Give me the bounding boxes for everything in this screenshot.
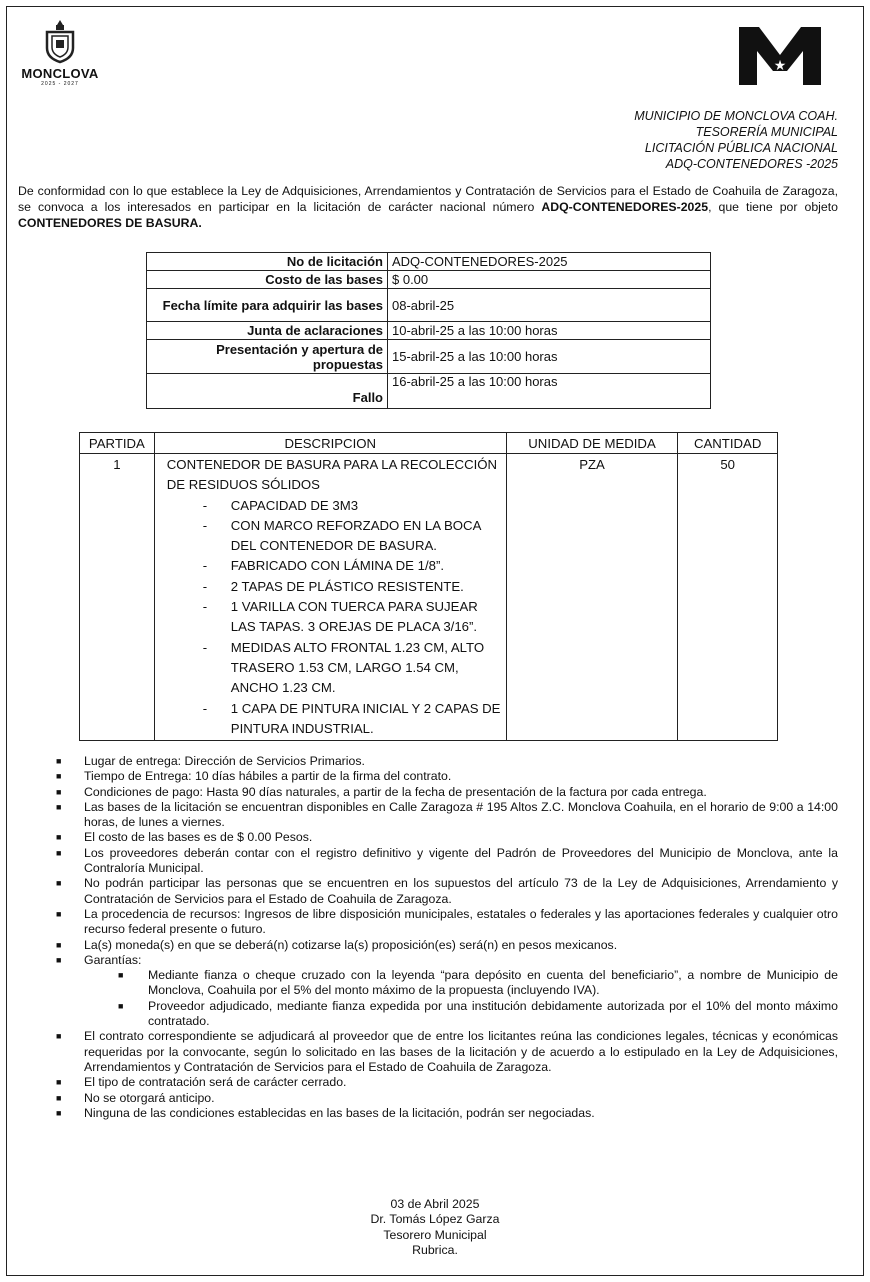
m-logo-icon <box>737 25 823 87</box>
list-item: ■ El contrato correspondiente se adjudicará al proveedor que de entre los licitantes reúna las condiciones legales, técnicas y económicas requeridas por la convocante, según lo solicitado en las bases de la licitación y de acuerdo a lo estipulado en la Ley de Adquisiciones, Arrendamientos y Contratación de Servicios para el Estado de Coahuila de Zaragoza. <box>56 1029 838 1074</box>
info-label: Fallo <box>147 374 388 409</box>
intro-paragraph <box>18 183 838 231</box>
signature-rubrica: Rubrica. <box>412 1242 458 1257</box>
info-label: Presentación y apertura de propuestas <box>147 340 388 374</box>
unidad-cell: PZA <box>506 454 678 741</box>
info-row <box>147 340 711 374</box>
header-block <box>634 108 838 172</box>
col-header-partida: PARTIDA <box>80 433 155 454</box>
info-value: 16-abril-25 a las 10:00 horas <box>388 374 711 409</box>
coat-of-arms-icon <box>43 18 77 64</box>
list-item: ■ Ninguna de las condiciones establecidas en las bases de la licitación, podrán ser negociadas. <box>56 1105 595 1120</box>
info-row <box>147 374 711 409</box>
col-header-unidad: UNIDAD DE MEDIDA <box>506 433 678 454</box>
info-value: ADQ-CONTENEDORES-2025 <box>388 253 711 271</box>
guarantee-item: ■ Proveedor adjudicado, mediante fianza expedida por una institución debidamente autorizada por el 10% del monto máximo contratado. <box>118 998 838 1029</box>
tender-info-table <box>146 252 711 409</box>
info-row <box>147 271 711 289</box>
info-label: Fecha límite para adquirir las bases <box>147 289 388 322</box>
col-header-descripcion: DESCRIPCION <box>154 433 506 454</box>
list-item: ■ Condiciones de pago: Hasta 90 días naturales, a partir de la fecha de presentación de la factura por cada entrega. <box>56 784 707 799</box>
list-item: ■ Lugar de entrega: Dirección de Servicios Primarios. <box>56 754 365 768</box>
logo-name: MONCLOVA <box>21 66 99 81</box>
list-item: ■ No podrán participar las personas que se encuentren en los supuestos del artículo 73 de la Ley de Adquisiciones, Arrendamiento y Contratación de Servicios para el Estado de Coahuila de Zaragoza. <box>56 876 838 906</box>
items-header-row <box>80 433 778 454</box>
tender-object: CONTENEDORES DE BASURA. <box>18 216 202 230</box>
header-line: MUNICIPIO DE MONCLOVA COAH. <box>634 109 838 123</box>
header-line: TESORERÍA MUNICIPAL <box>695 125 838 139</box>
logo-letter: ★ <box>773 57 787 73</box>
items-table <box>79 432 778 741</box>
list-item: ■ La procedencia de recursos: Ingresos de libre disposición municipales, estatales o federales y las aportaciones federales y cualquier otro recurso federal presente o futuro. <box>56 906 838 937</box>
signature-date: 03 de Abril 2025 <box>390 1197 480 1211</box>
item-title: CONTENEDOR DE BASURA PARA LA RECOLECCIÓN DE RESIDUOS SÓLIDOS <box>166 457 498 493</box>
list-item: ■ Las bases de la licitación se encuentran disponibles en Calle Zaragoza # 195 Altos Z.C. Monclova Coahuila, en el horario de 9:00 a 14:00 horas, de lunes a viernes. <box>56 799 838 830</box>
guarantee-item: ■ Mediante fianza o cheque cruzado con la leyenda “para depósito en cuenta del beneficiario”, a nombre de Municipio de Monclova, Coahuila por el 5% del monto máximo de la propuesta (incluyendo IVA). <box>118 968 838 998</box>
info-label: Costo de las bases <box>147 271 388 289</box>
col-header-cantidad: CANTIDAD <box>678 433 778 454</box>
list-item: - MEDIDAS ALTO FRONTAL 1.23 CM, ALTO TRASERO 1.53 CM, LARGO 1.54 CM, ANCHO 1.23 CM. <box>202 639 485 696</box>
list-item: ■ Los proveedores deberán contar con el registro definitivo y vigente del Padrón de Proveedores del Municipio de Monclova, ante la Contraloría Municipal. <box>56 845 838 876</box>
header-line: LICITACIÓN PÚBLICA NACIONAL <box>644 141 838 155</box>
m-logo <box>737 25 823 92</box>
list-item: ■ La(s) moneda(s) en que se deberá(n) cotizarse la(s) proposición(es) será(n) en pesos mexicanos. <box>56 937 618 952</box>
info-value: 15-abril-25 a las 10:00 horas <box>388 340 711 374</box>
conditions-list <box>56 754 838 1121</box>
list-item: - CAPACIDAD DE 3M3 <box>202 497 359 513</box>
intro-text: De conformidad con lo que establece la Ley de Adquisiciones, Arrendamientos y Contratación de Servicios para el Estado de Coahuila de Zaragoza, se convoca a los interesados en participar en la licitación de carácter nacional número <box>18 184 838 214</box>
header-line: ADQ-CONTENEDORES -2025 <box>665 157 838 171</box>
info-value: 08-abril-25 <box>388 289 711 322</box>
signature-title: Tesorero Municipal <box>383 1227 487 1242</box>
list-item: ■ El tipo de contratación será de carácter cerrado. <box>56 1075 347 1090</box>
spec-list <box>167 496 505 740</box>
logo-subtitle: 2025 - 2027 <box>41 81 79 87</box>
list-item: - 2 TAPAS DE PLÁSTICO RESISTENTE. <box>202 578 464 594</box>
description-cell <box>154 454 506 741</box>
list-item: - 1 VARILLA CON TUERCA PARA SUJEAR LAS TAPAS. 3 OREJAS DE PLACA 3/16”. <box>202 599 478 635</box>
intro-text: , que tiene por objeto <box>708 200 838 214</box>
info-label: No de licitación <box>147 253 388 271</box>
info-row <box>147 289 711 322</box>
list-item: ■ Garantías: <box>56 952 142 967</box>
cantidad-cell: 50 <box>678 454 778 741</box>
partida-cell: 1 <box>80 454 155 741</box>
info-label: Junta de aclaraciones <box>147 322 388 340</box>
info-row <box>147 322 711 340</box>
list-item: ■ Tiempo de Entrega: 10 días hábiles a partir de la firma del contrato. <box>56 769 452 784</box>
table-row <box>80 454 778 741</box>
signature-block <box>0 1197 870 1258</box>
info-value: $ 0.00 <box>388 271 711 289</box>
tender-number: ADQ-CONTENEDORES-2025 <box>541 200 709 214</box>
list-item: ■ No se otorgará anticipo. <box>56 1090 215 1105</box>
list-item: - 1 CAPA DE PINTURA INICIAL Y 2 CAPAS DE PINTURA INDUSTRIAL. <box>202 700 501 736</box>
list-item: - FABRICADO CON LÁMINA DE 1/8”. <box>202 558 445 574</box>
monclova-logo <box>18 18 102 87</box>
list-item: - CON MARCO REFORZADO EN LA BOCA DEL CONTENEDOR DE BASURA. <box>202 517 481 554</box>
info-value: 10-abril-25 a las 10:00 horas <box>388 322 711 340</box>
info-row <box>147 253 711 271</box>
signature-name: Dr. Tomás López Garza <box>370 1212 500 1227</box>
list-item: ■ El costo de las bases es de $ 0.00 Pesos. <box>56 830 313 845</box>
